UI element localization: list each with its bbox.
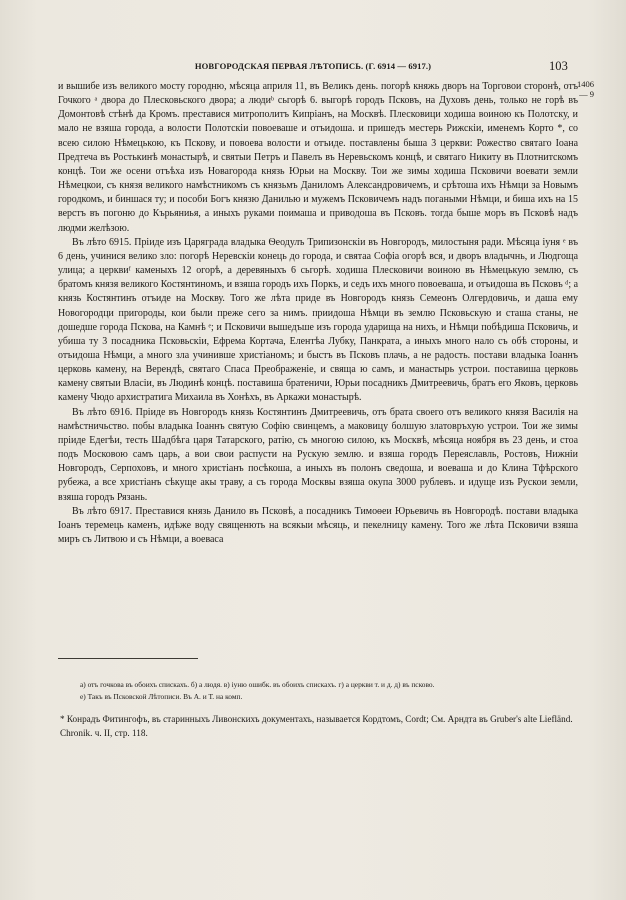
- paragraph-year-6915: Въ лѣто 6915. Пріиде изъ Царяграда владыка Ѳеодулъ Трипизонскiи въ Новгородъ, милостыня ради. Мѣсяца іуня ᵉ въ 6 день, учинися велико зло: погорѣ Неревскiи конець до города, и святаа Софiа огорѣ вся, и дворъ владычнь, и Людгоща улица; а церквиᶠ каменыхъ 12 огорѣ, а деревяныхъ 6 сьгорѣ. ходиша Плесковичи воиною въ Нѣмецькую землю, съ братомъ князя великого Костянтиномъ, и взяша городъ ихъ Поркъ, и седъ ихъ много повоеваша, и отъидоша въ Псковъ ᵈ; а князь Костянтинъ отъиде на Москву. Того же лѣта приде въ Новгородъ князь Семеонъ Олгердовичь, и даша ему Новогородци пригороды, кои были преже сего за нимъ. приидоша Нѣмци въ землю Псковьскую и сташа станы, не дошедше города Пскова, на Камнѣ ᵉ; и Псковичи вышедъше изъ города ударища на нихъ, и Нѣмци побѣдиша Псковичь, и убиша ту 3 посадника Псковьскiи, Ефрема Кортача, Елентѣа Лубку, Панкрата, а иныхъ много нало съ обѣ стороны, и отъидоша Нѣмци, а много зла учинивше христіаномъ; и быстъ въ Псковъ плачь, а не радость. постави владыка Іоаннъ церковь камену, на Верендѣ, святаго Спаса Преображенiе, и свяща ю самъ, и манастырь устрои. поставиша церковь камену святыи Власiи, въ Людинѣ концѣ. поставиша братеничи, Юрьи посадникъ Дмитреевичь, братъ его Яковъ, церковь камену Чюдо архистратига Михаила въ Хонѣхъ, въ Аркажи монастырѣ.: [58, 236, 578, 404]
- main-text: [58, 80, 578, 547]
- paragraph-continued: и вышибе изъ великого мосту городню, мѣсяца априля 11, въ Великъ день. погорѣ княжь дворъ на Торговои сторонѣ, отъ Гочкого ᵃ двора до Плесковьского двора; а людиᵇ сьгорѣ 6. выгорѣ городъ Псковъ, на Духовъ день, только не горѣ въ Домонтовѣ стѣнѣ да Кромъ. преставися митрополитъ Кипріанъ, на Москвѣ. Плесковици ходиша воиною къ Полотску, и мало не взяша города, а волости Полотскiи повоеваше и отъидоша. и пришедъ местерь Рижскiи, именемъ Корто *, со всею силою Нѣмецькою, къ Пскову, и повоева волости и отъиде. поставлены быша 3 церкви: Рожество святаго Іоана Предтеча въ Ростькинѣ монастырѣ, и святыи Петръ и Павелъ въ Неревьскомъ концѣ, и святаго Никиту въ Плотнитскомъ концѣ. Тои же осени отъѣха изъ Новагорода князь Юрьи на Москву. Тои же зимы ходиша Псковичи воевати земли Нѣмецкои, съ князя великого намѣстникомъ съ князьмъ Даниломъ Александровичемъ, и срѣтоша ихъ Нѣмци за Новымъ городкомъ, и биншася ту; и пособи Богъ князю Данилью и мужемъ Псковичемъ надъ погаными Нѣмци, и биша ихъ на 15 верстъ въ погоню до Кърьяниья, а иныхъ руками поимаша и приводоша въ Псковъ. тогда быше моръ въ Псковѣ надъ людми желѣзою.: [58, 81, 578, 234]
- variant-line: а) отъ гочкова въ обоихъ спискахъ. б) а людя. в) іуню ошибк. въ обоихъ спискахъ. г) а церкви т. и д. д) въ псково.: [80, 680, 435, 689]
- header-title: НОВГОРОДСКАЯ ПЕРВАЯ ЛѢТОПИСЬ. (Г. 6914 — 6917.): [194, 61, 432, 71]
- margin-mark: — 9: [579, 89, 594, 99]
- variant-line: е) Такъ въ Псковской Лѣтописи. Въ А. и Т. на комп.: [80, 692, 243, 701]
- variant-readings: [80, 679, 570, 703]
- margin-year: 1406: [577, 79, 594, 89]
- page-number: 103: [548, 59, 568, 73]
- paragraph-year-6917: Въ лѣто 6917. Преставися князь Данило въ Псковѣ, а посадникъ Тимоѳеи Юрьевичь въ Новгородѣ. постави владыка Іоанъ теремець каменъ, идѣже воду священють на всякыи мѣсяць, и пекелницу камену. Того же лѣта Псковичи взяша миръ съ Литвою и съ Нѣмци, а воеваса: [58, 505, 578, 545]
- paragraph-year-6916: Въ лѣто 6916. Пріиде въ Новгородъ князь Костянтинъ Дмитреевичь, отъ брата своего отъ великого князя Василiя на намѣстничьство. побы владыка Іоаннъ святую Софію свинцемъ, а маковицу болшую златовръхую устрои. Тои же зимы пріиде Едегѣи, тесть Шадбѣга царя Татарского, ратію, съ многою силою, къ Москвѣ, мѣсяца ноября въ 23 день, и стоа подъ Московою самъ царь, а вои свои распусти на Рускую землю. и взяша городъ Переяславль, Ростовъ, Нижнiи Новгородъ, Серпоховъ, и много христіанъ посѣкоша, а иныхъ въ полонъ сведоша, и воеваша и до Клина Тфѣрского рубежа, а все христіанъ сѣкуще акы траву, а съ города Москвы взяша окупа 3000 рублевъ. и идуще изъ Рускои земли, взяша городъ Рязань.: [58, 406, 578, 503]
- footnote-text: * Конрадъ Фитингофъ, въ старинныхъ Ливонскихъ документахъ, называется Кордтомъ, Cordt; См. Арндта въ Gruber's alte Liefländ. Chronik. ч. II, стр. 118.: [60, 714, 573, 738]
- footnote: [60, 712, 580, 740]
- running-header: [58, 60, 568, 76]
- footnote-divider: [58, 658, 198, 659]
